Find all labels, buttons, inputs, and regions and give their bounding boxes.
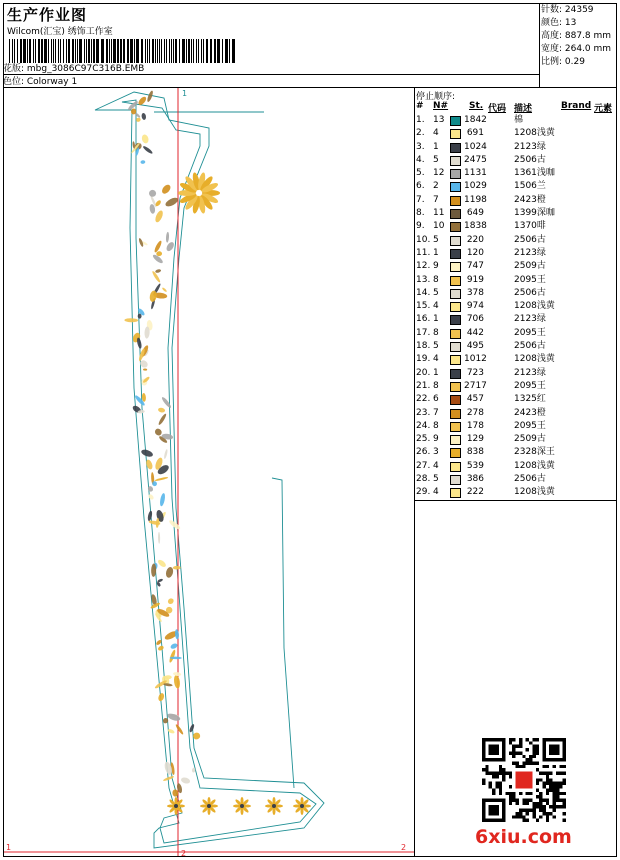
row-needle: 4 bbox=[433, 460, 439, 471]
guide-label-top: 1 bbox=[182, 89, 188, 98]
row-description: 2509古 bbox=[514, 434, 546, 445]
row-needle: 1 bbox=[433, 367, 439, 378]
row-index: 19. bbox=[416, 354, 431, 365]
row-code: 222 bbox=[466, 487, 484, 498]
row-code: 838 bbox=[466, 447, 484, 458]
row-index: 20. bbox=[416, 367, 431, 378]
table-row bbox=[416, 167, 616, 180]
row-code: 691 bbox=[466, 128, 484, 139]
sheet-title: 生产作业图 bbox=[7, 6, 88, 24]
row-description: 2423橙 bbox=[514, 194, 546, 205]
row-needle: 5 bbox=[433, 341, 439, 352]
row-needle: 6 bbox=[433, 394, 439, 405]
row-index: 9. bbox=[416, 221, 425, 232]
row-description: 2095王 bbox=[514, 274, 546, 285]
color-swatch bbox=[450, 409, 461, 419]
table-row bbox=[416, 486, 616, 499]
color-swatch bbox=[450, 462, 461, 472]
row-index: 23. bbox=[416, 407, 431, 418]
color-swatch bbox=[450, 156, 461, 166]
stats-divider bbox=[539, 3, 540, 87]
row-description: 2506古 bbox=[514, 234, 546, 245]
color-count: 颜色: 13 bbox=[541, 18, 577, 28]
color-swatch bbox=[450, 435, 461, 445]
stop-sequence-title: 停止顺序: bbox=[416, 92, 456, 102]
row-index: 4. bbox=[416, 154, 425, 165]
row-needle: 5 bbox=[433, 234, 439, 245]
row-code: 120 bbox=[466, 247, 484, 258]
table-row bbox=[416, 473, 616, 486]
row-needle: 5 bbox=[433, 154, 439, 165]
row-needle: 4 bbox=[433, 301, 439, 312]
row-index: 26. bbox=[416, 447, 431, 458]
color-swatch bbox=[450, 262, 461, 272]
row-description: 1325红 bbox=[514, 394, 546, 405]
row-needle: 4 bbox=[433, 128, 439, 139]
row-needle: 13 bbox=[433, 115, 445, 125]
table-row bbox=[416, 141, 616, 154]
row-description: 1399深咖 bbox=[514, 208, 555, 219]
row-index: 14. bbox=[416, 287, 431, 298]
table-row bbox=[416, 234, 616, 247]
site-logo: 6xiu.com bbox=[475, 826, 572, 848]
row-needle: 8 bbox=[433, 274, 439, 285]
row-description: 1208浅黄 bbox=[514, 487, 555, 498]
row-code: 747 bbox=[466, 261, 484, 272]
row-needle: 9 bbox=[433, 434, 439, 445]
row-code: 1029 bbox=[464, 181, 487, 192]
row-index: 18. bbox=[416, 341, 431, 352]
row-description: 2123绿 bbox=[514, 141, 546, 152]
color-swatch bbox=[450, 236, 461, 246]
row-index: 21. bbox=[416, 380, 431, 391]
row-needle: 3 bbox=[433, 447, 439, 458]
scale-ratio: 比例: 0.29 bbox=[541, 57, 585, 67]
table-row bbox=[416, 433, 616, 446]
col-header-element: 元素 bbox=[594, 104, 613, 114]
color-swatch bbox=[450, 209, 461, 219]
file-name: 花版: mbg_3086C97C316B.EMB bbox=[3, 64, 145, 74]
table-row bbox=[416, 446, 616, 459]
row-index: 12. bbox=[416, 261, 431, 272]
qr-code bbox=[482, 738, 566, 822]
color-swatch bbox=[450, 143, 461, 153]
row-index: 7. bbox=[416, 194, 425, 205]
color-swatch bbox=[450, 129, 461, 139]
row-code: 178 bbox=[466, 420, 484, 431]
row-code: 457 bbox=[466, 394, 484, 405]
row-description: 1208浅黄 bbox=[514, 354, 555, 365]
row-description: 棉 bbox=[514, 115, 524, 125]
col-header-brand: Brand bbox=[561, 101, 592, 111]
color-swatch bbox=[450, 382, 461, 392]
row-code: 1838 bbox=[464, 221, 487, 232]
table-row bbox=[416, 380, 616, 393]
color-swatch bbox=[450, 196, 461, 206]
row-index: 1. bbox=[416, 115, 425, 125]
row-index: 16. bbox=[416, 314, 431, 325]
row-description: 1370啡 bbox=[514, 221, 546, 232]
row-description: 1208浅黄 bbox=[514, 460, 555, 471]
header-divider bbox=[3, 74, 540, 75]
table-row bbox=[416, 460, 616, 473]
color-swatch bbox=[450, 355, 461, 365]
row-index: 6. bbox=[416, 181, 425, 192]
row-code: 129 bbox=[466, 434, 484, 445]
row-description: 2123绿 bbox=[514, 247, 546, 258]
row-needle: 7 bbox=[433, 194, 439, 205]
row-description: 2123绿 bbox=[514, 367, 546, 378]
color-swatch bbox=[450, 329, 461, 339]
row-code: 1012 bbox=[464, 354, 487, 365]
row-code: 974 bbox=[466, 301, 484, 312]
row-description: 2506古 bbox=[514, 474, 546, 485]
row-needle: 4 bbox=[433, 487, 439, 498]
table-row bbox=[416, 407, 616, 420]
row-needle: 9 bbox=[433, 261, 439, 272]
row-needle: 5 bbox=[433, 474, 439, 485]
row-code: 1198 bbox=[464, 194, 487, 205]
barcode bbox=[9, 39, 237, 63]
row-code: 919 bbox=[466, 274, 484, 285]
row-needle: 4 bbox=[433, 354, 439, 365]
color-swatch bbox=[450, 488, 461, 498]
table-row bbox=[416, 127, 616, 140]
table-row bbox=[416, 220, 616, 233]
color-swatch bbox=[450, 422, 461, 432]
row-index: 13. bbox=[416, 274, 431, 285]
row-description: 2095王 bbox=[514, 420, 546, 431]
row-code: 278 bbox=[466, 407, 484, 418]
color-swatch bbox=[450, 276, 461, 286]
table-row bbox=[416, 340, 616, 353]
stats-panel bbox=[541, 4, 617, 69]
row-code: 220 bbox=[466, 234, 484, 245]
row-description: 2509古 bbox=[514, 261, 546, 272]
colorway: 色位: Colorway 1 bbox=[3, 77, 78, 87]
row-code: 1131 bbox=[464, 168, 487, 179]
row-needle: 11 bbox=[433, 208, 445, 219]
col-header-description: 描述 bbox=[514, 104, 533, 114]
table-row bbox=[416, 393, 616, 406]
table-row bbox=[416, 300, 616, 313]
guide-label-bottom: 2 bbox=[181, 849, 187, 856]
row-needle: 2 bbox=[433, 181, 439, 192]
color-swatch bbox=[450, 249, 461, 259]
row-needle: 7 bbox=[433, 407, 439, 418]
row-index: 27. bbox=[416, 460, 431, 471]
row-code: 1024 bbox=[464, 141, 487, 152]
row-index: 24. bbox=[416, 420, 431, 431]
table-row bbox=[416, 420, 616, 433]
row-index: 11. bbox=[416, 247, 431, 258]
guide-label-left: 1 bbox=[6, 843, 12, 852]
color-swatch bbox=[450, 169, 461, 179]
row-code: 723 bbox=[466, 367, 484, 378]
row-needle: 12 bbox=[433, 168, 445, 179]
table-row bbox=[416, 287, 616, 300]
color-swatch bbox=[450, 369, 461, 379]
row-description: 2095王 bbox=[514, 380, 546, 391]
row-description: 2506古 bbox=[514, 287, 546, 298]
row-index: 10. bbox=[416, 234, 431, 245]
row-code: 706 bbox=[466, 314, 484, 325]
row-index: 8. bbox=[416, 208, 425, 219]
stitch-count: 针数: 24359 bbox=[541, 5, 594, 15]
row-description: 1208浅黄 bbox=[514, 301, 555, 312]
row-needle: 5 bbox=[433, 287, 439, 298]
row-index: 17. bbox=[416, 327, 431, 338]
row-index: 5. bbox=[416, 168, 425, 179]
row-description: 2095王 bbox=[514, 327, 546, 338]
row-needle: 1 bbox=[433, 141, 439, 152]
row-index: 22. bbox=[416, 394, 431, 405]
row-code: 1842 bbox=[464, 115, 487, 125]
row-description: 2328深王 bbox=[514, 447, 555, 458]
table-row bbox=[416, 194, 616, 207]
table-row bbox=[416, 313, 616, 326]
row-code: 378 bbox=[466, 287, 484, 298]
row-description: 2506古 bbox=[514, 341, 546, 352]
color-swatch bbox=[450, 342, 461, 352]
col-header-code: 代码 bbox=[488, 104, 507, 114]
table-row bbox=[416, 367, 616, 380]
guide-label-right: 2 bbox=[401, 843, 407, 852]
row-code: 495 bbox=[466, 341, 484, 352]
color-swatch bbox=[450, 448, 461, 458]
design-width: 宽度: 264.0 mm bbox=[541, 44, 612, 54]
color-swatch bbox=[450, 315, 461, 325]
row-description: 1506兰 bbox=[514, 181, 546, 192]
row-code: 386 bbox=[466, 474, 484, 485]
embroidery-motifs bbox=[124, 90, 311, 815]
table-bottom-rule bbox=[414, 500, 617, 501]
design-height: 高度: 887.8 mm bbox=[541, 31, 612, 41]
color-swatch bbox=[450, 475, 461, 485]
color-swatch bbox=[450, 395, 461, 405]
table-row bbox=[416, 180, 616, 193]
table-row bbox=[416, 327, 616, 340]
row-code: 2717 bbox=[464, 380, 487, 391]
row-description: 1361浅咖 bbox=[514, 168, 555, 179]
row-code: 2475 bbox=[464, 154, 487, 165]
row-code: 649 bbox=[466, 208, 484, 219]
table-row bbox=[416, 207, 616, 220]
row-needle: 1 bbox=[433, 314, 439, 325]
col-header-needle: N# bbox=[433, 101, 449, 111]
row-needle: 10 bbox=[433, 221, 445, 232]
design-preview bbox=[4, 88, 414, 856]
row-needle: 1 bbox=[433, 247, 439, 258]
row-description: 2506古 bbox=[514, 154, 546, 165]
table-row bbox=[416, 154, 616, 167]
table-row bbox=[416, 274, 616, 287]
color-swatch bbox=[450, 116, 461, 126]
row-code: 539 bbox=[466, 460, 484, 471]
row-needle: 8 bbox=[433, 380, 439, 391]
color-swatch bbox=[450, 289, 461, 299]
table-row bbox=[416, 114, 616, 127]
row-index: 3. bbox=[416, 141, 425, 152]
row-description: 2123绿 bbox=[514, 314, 546, 325]
row-needle: 8 bbox=[433, 327, 439, 338]
row-index: 29. bbox=[416, 487, 431, 498]
table-row bbox=[416, 260, 616, 273]
row-description: 2423橙 bbox=[514, 407, 546, 418]
canvas-divider bbox=[414, 87, 415, 857]
studio-subtitle: Wilcom(汇宝) 绣饰工作室 bbox=[7, 27, 113, 37]
row-index: 28. bbox=[416, 474, 431, 485]
row-index: 25. bbox=[416, 434, 431, 445]
row-index: 2. bbox=[416, 128, 425, 139]
col-header-stitches: St. bbox=[469, 101, 484, 111]
row-index: 15. bbox=[416, 301, 431, 312]
row-code: 442 bbox=[466, 327, 484, 338]
color-swatch bbox=[450, 182, 461, 192]
col-header-index: # bbox=[416, 101, 424, 111]
color-swatch bbox=[450, 222, 461, 232]
row-description: 1208浅黄 bbox=[514, 128, 555, 139]
stop-sequence-table bbox=[416, 114, 616, 500]
color-swatch bbox=[450, 302, 461, 312]
row-needle: 8 bbox=[433, 420, 439, 431]
table-row bbox=[416, 353, 616, 366]
table-row bbox=[416, 247, 616, 260]
